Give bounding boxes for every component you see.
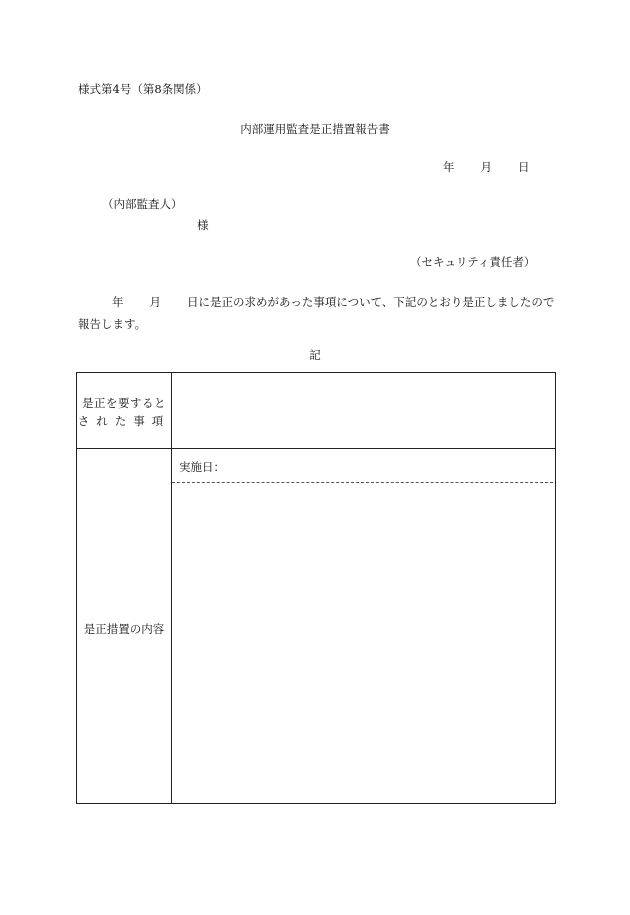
record-table [76,372,556,804]
row-label-matters-to-correct [77,394,171,430]
ki-heading: 記 [309,348,321,362]
document-title: 内部運用監査是正措置報告書 [240,122,390,136]
addressee-honorific: 様 [197,218,209,232]
corrective-action-field[interactable] [179,493,549,793]
matters-to-correct-field[interactable] [179,383,549,439]
row-label-line-2: された事項 [77,414,171,428]
date-day-label: 日 [518,160,530,174]
report-date[interactable] [443,162,530,174]
body-text: 日に是正の求めがあった事項について、下記のとおり是正しましたので報告します。 [78,295,555,331]
body-paragraph [78,291,560,335]
body-year-label: 年 [112,295,124,309]
table-row-divider [77,448,555,449]
row-label-line-1: 是正を要すると [82,396,166,410]
form-number: 様式第4号（第8条関係） [78,82,208,96]
implementation-date-label: 実施日： [179,460,225,474]
date-month-label: 月 [480,160,492,174]
body-month-label: 月 [149,295,161,309]
date-year-label: 年 [443,160,455,174]
row-label-corrective-action: 是正措置の内容 [83,622,165,636]
issuer-title: （セキュリティ責任者） [410,255,536,269]
dashed-divider [172,482,553,483]
table-column-divider [171,373,172,803]
addressee-role: （内部監査人） [102,197,183,211]
